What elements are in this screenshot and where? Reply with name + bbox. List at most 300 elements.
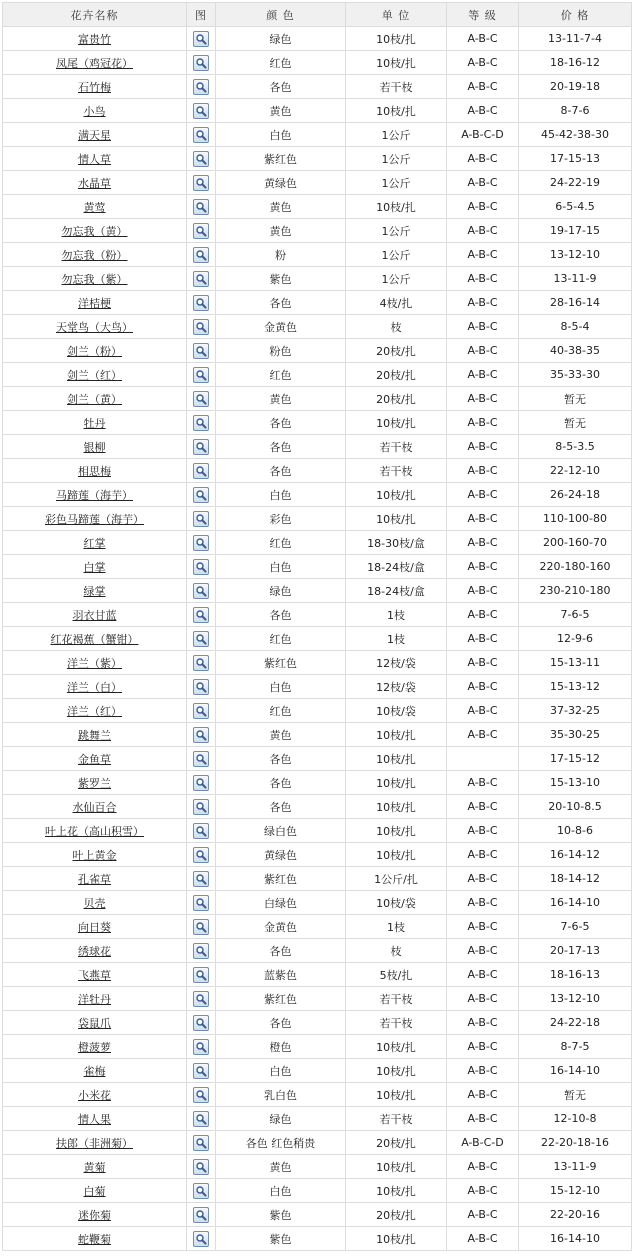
price-cell: 20-10-8.5 xyxy=(519,795,632,819)
unit-cell: 20枝/扎 xyxy=(346,363,447,387)
price-cell: 18-16-13 xyxy=(519,963,632,987)
flower-name-link[interactable]: 石竹梅 xyxy=(78,80,111,94)
magnifier-icon[interactable] xyxy=(193,319,209,335)
grade-cell: A-B-C xyxy=(447,1155,519,1179)
flower-name-cell xyxy=(3,147,187,171)
magnifier-icon[interactable] xyxy=(193,151,209,167)
flower-name-cell xyxy=(3,291,187,315)
flower-name-link[interactable]: 洋兰（紫） xyxy=(67,656,122,670)
unit-cell: 1公斤 xyxy=(346,123,447,147)
color-cell: 绿白色 xyxy=(216,819,346,843)
picture-cell xyxy=(187,339,216,363)
grade-cell: A-B-C xyxy=(447,987,519,1011)
price-list xyxy=(2,2,631,1251)
magnifier-icon[interactable] xyxy=(193,679,209,695)
table-row xyxy=(3,483,632,507)
price-cell: 35-30-25 xyxy=(519,723,632,747)
color-cell: 红色 xyxy=(216,51,346,75)
magnifier-icon[interactable] xyxy=(193,847,209,863)
unit-cell: 1枝 xyxy=(346,627,447,651)
magnifier-icon[interactable] xyxy=(193,511,209,527)
picture-cell xyxy=(187,363,216,387)
flower-name-link[interactable]: 白菊 xyxy=(83,1184,106,1198)
price-cell: 13-11-9 xyxy=(519,267,632,291)
flower-name-link[interactable]: 水仙百合 xyxy=(72,800,117,814)
flower-name-cell xyxy=(3,1179,187,1203)
flower-name-link[interactable]: 勿忘我（黄） xyxy=(61,224,128,238)
flower-name-cell xyxy=(3,1059,187,1083)
magnifier-icon[interactable] xyxy=(193,1087,209,1103)
unit-cell: 1枝 xyxy=(346,603,447,627)
grade-cell: A-B-C xyxy=(447,459,519,483)
table-row xyxy=(3,291,632,315)
picture-cell xyxy=(187,51,216,75)
magnifier-icon[interactable] xyxy=(193,391,209,407)
color-cell: 各色 xyxy=(216,459,346,483)
color-cell: 粉 xyxy=(216,243,346,267)
table-row xyxy=(3,723,632,747)
price-cell: 12-9-6 xyxy=(519,627,632,651)
unit-cell: 若干枝 xyxy=(346,987,447,1011)
unit-cell: 4枝/扎 xyxy=(346,291,447,315)
flower-name-link[interactable]: 情人草 xyxy=(78,152,111,166)
flower-name-link[interactable]: 扶郎（非洲菊） xyxy=(56,1136,133,1150)
picture-cell xyxy=(187,795,216,819)
flower-name-link[interactable]: 剑兰（粉） xyxy=(67,344,122,358)
color-cell: 各色 xyxy=(216,1011,346,1035)
flower-name-link[interactable]: 叶上黄金 xyxy=(72,848,117,862)
flower-name-cell xyxy=(3,339,187,363)
price-cell: 12-10-8 xyxy=(519,1107,632,1131)
flower-price-table xyxy=(2,2,632,1251)
flower-name-cell xyxy=(3,675,187,699)
unit-cell: 18-24枝/盒 xyxy=(346,579,447,603)
color-cell: 红色 xyxy=(216,531,346,555)
picture-cell xyxy=(187,1179,216,1203)
table-row xyxy=(3,363,632,387)
flower-name-link[interactable]: 白掌 xyxy=(83,560,106,574)
flower-name-link[interactable]: 袋鼠爪 xyxy=(78,1016,111,1030)
flower-name-link[interactable]: 满天星 xyxy=(78,128,111,142)
magnifier-icon[interactable] xyxy=(193,463,209,479)
picture-cell xyxy=(187,1107,216,1131)
grade-cell: A-B-C xyxy=(447,651,519,675)
grade-cell: A-B-C xyxy=(447,1179,519,1203)
flower-name-link[interactable]: 富贵竹 xyxy=(78,32,111,46)
price-cell: 20-17-13 xyxy=(519,939,632,963)
flower-name-link[interactable]: 金鱼草 xyxy=(78,752,111,766)
price-cell: 16-14-12 xyxy=(519,843,632,867)
table-row xyxy=(3,1107,632,1131)
flower-name-link[interactable]: 绿掌 xyxy=(83,584,106,598)
price-cell: 8-7-6 xyxy=(519,99,632,123)
table-row xyxy=(3,1011,632,1035)
flower-name-link[interactable]: 孔雀草 xyxy=(78,872,111,886)
picture-cell xyxy=(187,867,216,891)
unit-cell: 20枝/扎 xyxy=(346,339,447,363)
picture-cell xyxy=(187,627,216,651)
flower-name-cell xyxy=(3,603,187,627)
table-row xyxy=(3,339,632,363)
price-cell: 230-210-180 xyxy=(519,579,632,603)
flower-name-cell xyxy=(3,771,187,795)
flower-name-cell xyxy=(3,1131,187,1155)
color-cell: 黄绿色 xyxy=(216,843,346,867)
table-row xyxy=(3,51,632,75)
magnifier-icon[interactable] xyxy=(193,1207,209,1223)
picture-cell xyxy=(187,147,216,171)
magnifier-icon[interactable] xyxy=(193,295,209,311)
magnifier-icon[interactable] xyxy=(193,799,209,815)
grade-cell: A-B-C xyxy=(447,219,519,243)
unit-cell: 10枝/扎 xyxy=(346,99,447,123)
flower-name-cell xyxy=(3,723,187,747)
grade-cell: A-B-C xyxy=(447,51,519,75)
magnifier-icon[interactable] xyxy=(193,1039,209,1055)
flower-name-cell xyxy=(3,99,187,123)
table-row xyxy=(3,219,632,243)
table-row xyxy=(3,27,632,51)
grade-cell: A-B-C-D xyxy=(447,123,519,147)
price-cell: 28-16-14 xyxy=(519,291,632,315)
magnifier-icon[interactable] xyxy=(193,223,209,239)
table-row xyxy=(3,531,632,555)
table-row xyxy=(3,867,632,891)
color-cell: 各色 xyxy=(216,411,346,435)
flower-name-link[interactable]: 雀梅 xyxy=(83,1064,106,1078)
picture-cell xyxy=(187,891,216,915)
grade-cell: A-B-C xyxy=(447,171,519,195)
table-row xyxy=(3,75,632,99)
flower-name-cell xyxy=(3,1083,187,1107)
price-cell: 暂无 xyxy=(519,387,632,411)
grade-cell: A-B-C xyxy=(447,699,519,723)
color-cell: 红色 xyxy=(216,363,346,387)
picture-cell xyxy=(187,963,216,987)
grade-cell: A-B-C xyxy=(447,315,519,339)
flower-name-cell xyxy=(3,1011,187,1035)
magnifier-icon[interactable] xyxy=(193,247,209,263)
picture-cell xyxy=(187,1131,216,1155)
price-cell: 13-11-9 xyxy=(519,1155,632,1179)
table-row xyxy=(3,1083,632,1107)
flower-name-link[interactable]: 向日葵 xyxy=(78,920,111,934)
flower-name-link[interactable]: 橙菠萝 xyxy=(78,1040,111,1054)
unit-cell: 12枝/袋 xyxy=(346,651,447,675)
flower-name-link[interactable]: 勿忘我（粉） xyxy=(61,248,128,262)
table-row xyxy=(3,579,632,603)
flower-name-cell xyxy=(3,1035,187,1059)
magnifier-icon[interactable] xyxy=(193,919,209,935)
price-cell: 40-38-35 xyxy=(519,339,632,363)
table-row xyxy=(3,771,632,795)
unit-cell: 20枝/扎 xyxy=(346,1203,447,1227)
color-cell: 金黄色 xyxy=(216,315,346,339)
price-cell: 17-15-13 xyxy=(519,147,632,171)
magnifier-icon[interactable] xyxy=(193,775,209,791)
grade-cell: A-B-C xyxy=(447,1011,519,1035)
flower-name-link[interactable]: 飞燕草 xyxy=(78,968,111,982)
price-cell: 22-20-18-16 xyxy=(519,1131,632,1155)
color-cell: 各色 xyxy=(216,771,346,795)
grade-cell: A-B-C xyxy=(447,771,519,795)
color-cell: 各色 xyxy=(216,75,346,99)
magnifier-icon[interactable] xyxy=(193,967,209,983)
unit-cell: 1公斤 xyxy=(346,219,447,243)
flower-name-link[interactable]: 小鸟 xyxy=(83,104,106,118)
picture-cell xyxy=(187,411,216,435)
color-cell: 紫红色 xyxy=(216,651,346,675)
magnifier-icon[interactable] xyxy=(193,727,209,743)
color-cell: 黄色 xyxy=(216,195,346,219)
color-cell: 红色 xyxy=(216,699,346,723)
flower-name-link[interactable]: 水晶草 xyxy=(78,176,111,190)
grade-cell: A-B-C xyxy=(447,723,519,747)
price-cell: 17-15-12 xyxy=(519,747,632,771)
magnifier-icon[interactable] xyxy=(193,79,209,95)
magnifier-icon[interactable] xyxy=(193,895,209,911)
picture-cell xyxy=(187,939,216,963)
flower-name-link[interactable]: 贝壳 xyxy=(83,896,106,910)
picture-cell xyxy=(187,1059,216,1083)
magnifier-icon[interactable] xyxy=(193,1159,209,1175)
flower-name-link[interactable]: 黄菊 xyxy=(83,1160,106,1174)
magnifier-icon[interactable] xyxy=(193,367,209,383)
table-row xyxy=(3,939,632,963)
picture-cell xyxy=(187,219,216,243)
grade-cell: A-B-C xyxy=(447,27,519,51)
color-cell: 蓝紫色 xyxy=(216,963,346,987)
table-row xyxy=(3,651,632,675)
price-cell: 7-6-5 xyxy=(519,915,632,939)
flower-name-link[interactable]: 洋兰（白） xyxy=(67,680,122,694)
magnifier-icon[interactable] xyxy=(193,1183,209,1199)
table-row xyxy=(3,1179,632,1203)
flower-name-cell xyxy=(3,195,187,219)
unit-cell: 1公斤 xyxy=(346,147,447,171)
magnifier-icon[interactable] xyxy=(193,559,209,575)
color-cell: 各色 xyxy=(216,795,346,819)
grade-cell: A-B-C-D xyxy=(447,1131,519,1155)
header-pic: 图 xyxy=(187,3,216,27)
color-cell: 各色 xyxy=(216,435,346,459)
flower-name-link[interactable]: 彩色马蹄莲（海芋） xyxy=(45,512,144,526)
flower-name-link[interactable]: 剑兰（红） xyxy=(67,368,122,382)
picture-cell xyxy=(187,699,216,723)
color-cell: 红色 xyxy=(216,627,346,651)
flower-name-link[interactable]: 蛇鞭菊 xyxy=(78,1232,111,1246)
color-cell: 黄色 xyxy=(216,1155,346,1179)
flower-name-cell xyxy=(3,51,187,75)
price-cell: 暂无 xyxy=(519,1083,632,1107)
picture-cell xyxy=(187,675,216,699)
flower-name-link[interactable]: 洋桔梗 xyxy=(78,296,111,310)
unit-cell: 若干枝 xyxy=(346,1011,447,1035)
magnifier-icon[interactable] xyxy=(193,751,209,767)
picture-cell xyxy=(187,315,216,339)
price-cell: 7-6-5 xyxy=(519,603,632,627)
table-row xyxy=(3,459,632,483)
flower-name-link[interactable]: 天堂鸟（大鸟） xyxy=(56,320,133,334)
flower-name-link[interactable]: 剑兰（黄） xyxy=(67,392,122,406)
flower-name-link[interactable]: 洋牡丹 xyxy=(78,992,111,1006)
grade-cell: A-B-C xyxy=(447,819,519,843)
magnifier-icon[interactable] xyxy=(193,1015,209,1031)
flower-name-link[interactable]: 跳舞兰 xyxy=(78,728,111,742)
price-cell: 18-16-12 xyxy=(519,51,632,75)
flower-name-cell xyxy=(3,579,187,603)
picture-cell xyxy=(187,915,216,939)
color-cell: 绿色 xyxy=(216,27,346,51)
magnifier-icon[interactable] xyxy=(193,439,209,455)
price-cell: 15-12-10 xyxy=(519,1179,632,1203)
price-cell: 8-7-5 xyxy=(519,1035,632,1059)
flower-name-cell xyxy=(3,747,187,771)
flower-name-cell xyxy=(3,363,187,387)
magnifier-icon[interactable] xyxy=(193,535,209,551)
unit-cell: 10枝/扎 xyxy=(346,1035,447,1059)
magnifier-icon[interactable] xyxy=(193,1135,209,1151)
color-cell: 绿色 xyxy=(216,1107,346,1131)
grade-cell: A-B-C xyxy=(447,1059,519,1083)
picture-cell xyxy=(187,1155,216,1179)
flower-name-link[interactable]: 洋兰（红） xyxy=(67,704,122,718)
magnifier-icon[interactable] xyxy=(193,1063,209,1079)
magnifier-icon[interactable] xyxy=(193,31,209,47)
magnifier-icon[interactable] xyxy=(193,655,209,671)
magnifier-icon[interactable] xyxy=(193,103,209,119)
flower-name-link[interactable]: 相思梅 xyxy=(78,464,111,478)
grade-cell: A-B-C xyxy=(447,531,519,555)
flower-name-cell xyxy=(3,1155,187,1179)
grade-cell: A-B-C xyxy=(447,267,519,291)
flower-name-link[interactable]: 红掌 xyxy=(83,536,106,550)
price-cell: 20-19-18 xyxy=(519,75,632,99)
magnifier-icon[interactable] xyxy=(193,55,209,71)
unit-cell: 10枝/扎 xyxy=(346,1059,447,1083)
picture-cell xyxy=(187,987,216,1011)
flower-name-cell xyxy=(3,795,187,819)
grade-cell: A-B-C xyxy=(447,363,519,387)
flower-name-link[interactable]: 羽衣甘蓝 xyxy=(72,608,117,622)
flower-name-link[interactable]: 银柳 xyxy=(83,440,106,454)
flower-name-link[interactable]: 红花褐蕉（蟹钳） xyxy=(50,632,139,646)
magnifier-icon[interactable] xyxy=(193,583,209,599)
picture-cell xyxy=(187,723,216,747)
flower-name-link[interactable]: 勿忘我（紫） xyxy=(61,272,128,286)
unit-cell: 10枝/袋 xyxy=(346,891,447,915)
grade-cell: A-B-C xyxy=(447,867,519,891)
header-color: 颜 色 xyxy=(216,3,346,27)
color-cell: 白色 xyxy=(216,483,346,507)
unit-cell: 若干枝 xyxy=(346,435,447,459)
magnifier-icon[interactable] xyxy=(193,703,209,719)
magnifier-icon[interactable] xyxy=(193,607,209,623)
flower-name-cell xyxy=(3,483,187,507)
color-cell: 绿色 xyxy=(216,579,346,603)
magnifier-icon[interactable] xyxy=(193,871,209,887)
color-cell: 各色 xyxy=(216,291,346,315)
color-cell: 白色 xyxy=(216,1179,346,1203)
picture-cell xyxy=(187,1227,216,1251)
picture-cell xyxy=(187,1083,216,1107)
color-cell: 黄色 xyxy=(216,219,346,243)
magnifier-icon[interactable] xyxy=(193,199,209,215)
magnifier-icon[interactable] xyxy=(193,991,209,1007)
price-cell: 19-17-15 xyxy=(519,219,632,243)
picture-cell xyxy=(187,1035,216,1059)
color-cell: 各色 xyxy=(216,747,346,771)
magnifier-icon[interactable] xyxy=(193,487,209,503)
price-cell: 200-160-70 xyxy=(519,531,632,555)
magnifier-icon[interactable] xyxy=(193,127,209,143)
magnifier-icon[interactable] xyxy=(193,175,209,191)
grade-cell: A-B-C xyxy=(447,291,519,315)
price-cell: 15-13-12 xyxy=(519,675,632,699)
magnifier-icon[interactable] xyxy=(193,943,209,959)
color-cell: 白色 xyxy=(216,123,346,147)
magnifier-icon[interactable] xyxy=(193,415,209,431)
grade-cell: A-B-C xyxy=(447,963,519,987)
color-cell: 白色 xyxy=(216,1059,346,1083)
table-row xyxy=(3,891,632,915)
flower-name-link[interactable]: 紫罗兰 xyxy=(78,776,111,790)
unit-cell: 1公斤 xyxy=(346,243,447,267)
table-row xyxy=(3,387,632,411)
magnifier-icon[interactable] xyxy=(193,343,209,359)
flower-name-cell xyxy=(3,219,187,243)
picture-cell xyxy=(187,171,216,195)
magnifier-icon[interactable] xyxy=(193,271,209,287)
color-cell: 橙色 xyxy=(216,1035,346,1059)
picture-cell xyxy=(187,435,216,459)
flower-name-link[interactable]: 牡丹 xyxy=(83,416,106,430)
flower-name-cell xyxy=(3,555,187,579)
magnifier-icon[interactable] xyxy=(193,1231,209,1247)
table-row xyxy=(3,147,632,171)
unit-cell: 若干枝 xyxy=(346,1107,447,1131)
grade-cell: A-B-C xyxy=(447,147,519,171)
price-cell: 13-12-10 xyxy=(519,243,632,267)
table-row xyxy=(3,1203,632,1227)
unit-cell: 10枝/扎 xyxy=(346,1179,447,1203)
picture-cell xyxy=(187,291,216,315)
flower-name-cell xyxy=(3,171,187,195)
flower-name-link[interactable]: 情人果 xyxy=(78,1112,111,1126)
magnifier-icon[interactable] xyxy=(193,1111,209,1127)
table-row xyxy=(3,171,632,195)
flower-name-link[interactable]: 叶上花（高山积雪） xyxy=(45,824,144,838)
table-row xyxy=(3,795,632,819)
unit-cell: 1公斤 xyxy=(346,267,447,291)
flower-name-cell xyxy=(3,915,187,939)
table-header-row xyxy=(3,3,632,27)
price-cell: 6-5-4.5 xyxy=(519,195,632,219)
grade-cell: A-B-C xyxy=(447,483,519,507)
flower-name-cell xyxy=(3,315,187,339)
flower-name-link[interactable]: 绣球花 xyxy=(78,944,111,958)
flower-name-link[interactable]: 马蹄莲（海芋） xyxy=(56,488,133,502)
flower-name-link[interactable]: 小米花 xyxy=(78,1088,111,1102)
magnifier-icon[interactable] xyxy=(193,631,209,647)
flower-name-link[interactable]: 凤尾（鸡冠花） xyxy=(56,56,133,70)
flower-name-link[interactable]: 迷你菊 xyxy=(78,1208,111,1222)
table-row xyxy=(3,819,632,843)
unit-cell: 10枝/扎 xyxy=(346,411,447,435)
header-name: 花卉名称 xyxy=(3,3,187,27)
flower-name-link[interactable]: 黄莺 xyxy=(83,200,106,214)
magnifier-icon[interactable] xyxy=(193,823,209,839)
